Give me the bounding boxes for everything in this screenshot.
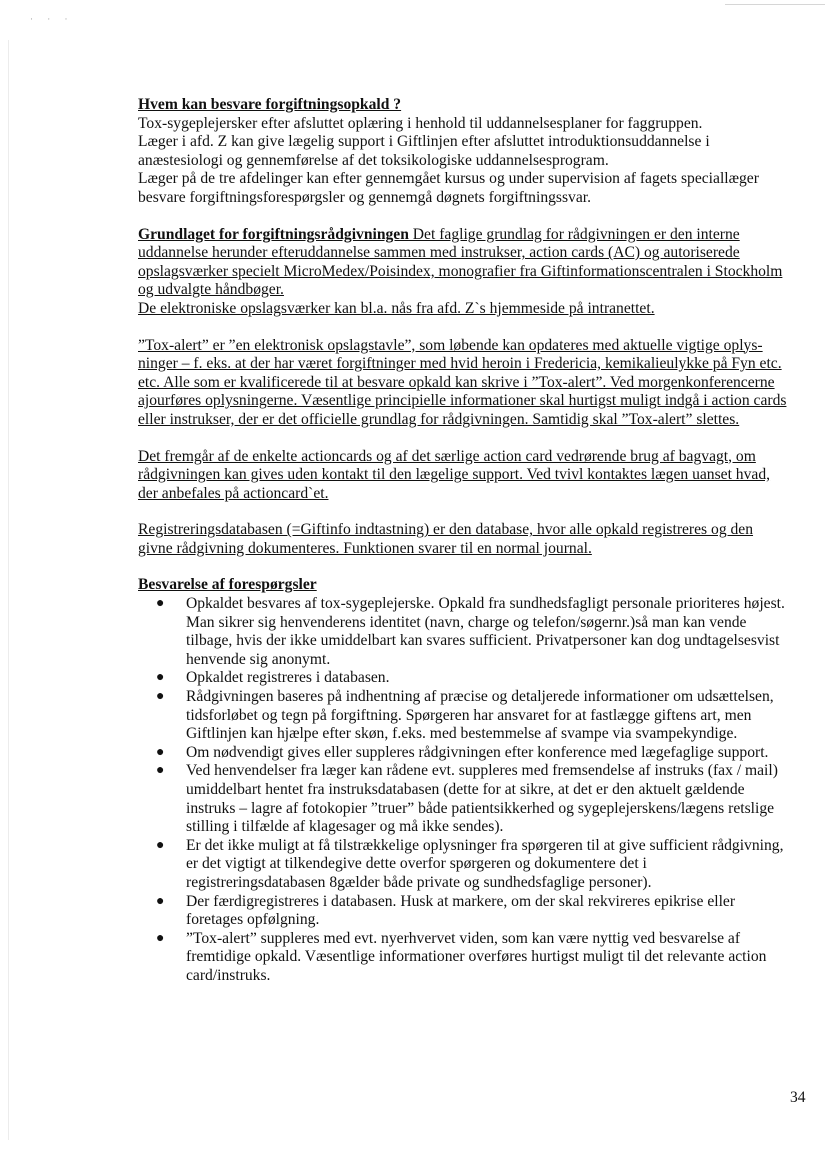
text-line: Ved henvendelser fra læger kan rådene evt. suppleres med fremsendelse af instruks (fax / mail) (186, 762, 778, 780)
text-line: Læger på de tre afdelinger kan efter gennemgået kursus og under supervision af fagets speciallæger (138, 170, 759, 188)
text-line: stilling i tilfælde af klagesager og må ikke sendes). (186, 818, 504, 836)
text-line: Opkaldet besvares af tox-sygeplejerske. Opkald fra sundhedsfagligt personale prioriteres højest. (186, 595, 785, 613)
text-line: etc. Alle som er kvalificerede til at besvare opkald kan skrive i ”Tox-alert”. Ved morgenkonferencerne (138, 373, 775, 391)
text-line: ”Tox-alert” suppleres med evt. nyerhvervet viden, som kan være nyttig ved besvarelse af (186, 929, 741, 947)
text-line: opslagsværker specielt MicroMedex/Poisindex, monografier fra Giftinformationscentralen i Stockholm (138, 262, 783, 280)
bullet-icon: ● (156, 596, 165, 612)
text-line: der anbefales på actioncard`et. (138, 484, 329, 502)
text-line: registreringsdatabasen 8gælder både private og sundhedsfaglige personer). (186, 873, 652, 891)
text-line: Læger i afd. Z kan give lægelig support i Giftlinjen efter afsluttet introduktionsuddannelse i (138, 133, 710, 151)
text-line: card/instruks. (186, 966, 271, 984)
text-line: rådgivningen kan gives uden kontakt til den lægelige support. Ved tvivl kontaktes lægen uanset hvad, (138, 466, 771, 484)
text-line: Rådgivningen baseres på indhentning af præcise og detaljerede informationer om udsættelsen, (186, 688, 774, 706)
text-line: eller instrukser, der er det officielle grundlag for rådgivningen. Samtidig skal ”Tox-alert” slettes. (138, 410, 740, 428)
text-line: og udvalgte håndbøger. (138, 281, 284, 299)
text-line: Registreringsdatabasen (=Giftinfo indtastning) er den database, hvor alle opkald registreres og den (138, 521, 754, 539)
text-line: er det vigtigt at tilkendegive dette overfor spørgeren og dokumentere det i (186, 855, 647, 873)
text-line: tilbage, hvis der ikke umiddelbart kan svares sufficient. Privatpersoner kan dog undtagelsesvist (186, 632, 780, 650)
text-line: tidsforløbet og tegn på forgiftning. Spørgeren har ansvaret for at fastlægge giftens art, men (186, 706, 752, 724)
text-line: instruks – lagre af fotokopier ”truer” både patientsikkerhed og sygeplejerskens/lægens retslige (186, 799, 775, 817)
section-basis (138, 226, 810, 319)
text-line: givne rådgivning dokumenteres. Funktionen svarer til en normal journal. (138, 539, 592, 557)
text-line: anæstesiologi og gennemførelse af det toksikologiske uddannelsesprogram. (138, 151, 609, 169)
section-answering-queries (138, 576, 810, 985)
heading-who-can-answer: Hvem kan besvare forgiftningsopkald ? (138, 96, 402, 113)
list-item (138, 837, 810, 893)
section-actioncards (138, 448, 810, 504)
text-line: Opkaldet registreres i databasen. (186, 669, 390, 687)
text-line: foretages opfølgning. (186, 911, 320, 929)
list-item (138, 744, 810, 763)
text-line: henvende sig anonymt. (186, 650, 331, 668)
bullet-icon: ● (156, 930, 165, 946)
text-line: ninger – f. eks. at der har været forgiftninger med hvid heroin i Fredericia, kemikalieulykke på Fyn etc. (138, 355, 782, 373)
list-item (138, 595, 810, 669)
bullet-icon: ● (156, 689, 165, 705)
text-line: Er det ikke muligt at få tilstrækkelige oplysninger fra spørgeren til at give sufficient rådgivning, (186, 836, 784, 854)
text-line: ”Tox-alert” er ”en elektronisk opslagstavle”, som løbende kan opdateres med aktuelle vigtige oplys- (138, 336, 763, 354)
scan-edge-left (8, 40, 9, 1140)
section-tox-alert (138, 337, 810, 430)
text-line: Man sikrer sig henvenderens identitet (navn, charge og telefon/søgernr.)så man kan vende (186, 613, 747, 631)
list-item (138, 762, 810, 836)
section-who-can-answer (138, 96, 810, 208)
text-line: Tox-sygeplejersker efter afsluttet oplæring i henhold til uddannelsesplaner for faggruppen. (138, 114, 703, 132)
text-line: Det fremgår af de enkelte actioncards og af det særlige action card vedrørende brug af bagvagt, om (138, 447, 756, 465)
scan-edge-top (725, 4, 825, 5)
bullet-icon: ● (156, 744, 165, 760)
text-inline: Det faglige grundlag for rådgivningen er den interne (408, 225, 740, 243)
text-line: Der færdigregistreres i databasen. Husk at markere, om der skal rekvireres epikrise eller (186, 892, 736, 910)
bullet-icon: ● (156, 837, 165, 853)
list-item (138, 688, 810, 744)
list-item (138, 930, 810, 986)
bullet-list (138, 595, 810, 985)
page-number: 34 (790, 1089, 806, 1106)
list-item (138, 893, 810, 930)
text-line: Om nødvendigt gives eller suppleres rådgivningen efter konference med lægefaglige support. (186, 743, 769, 761)
bullet-icon: ● (156, 893, 165, 909)
section-registration-database (138, 521, 810, 558)
text-line: uddannelse herunder efteruddannelse sammen med instrukser, action cards (AC) og autoriserede (138, 244, 740, 262)
text-line: ajourføres oplysningerne. Væsentlige principielle informationer skal hurtigst muligt indgå i action cards (138, 392, 787, 410)
text-line: fremtidige opkald. Væsentlige informationer overføres hurtigst muligt til det relevante action (186, 948, 767, 966)
heading-answering-queries: Besvarelse af forespørgsler (138, 576, 317, 594)
bullet-icon: ● (156, 670, 165, 686)
scan-specks: · · · (30, 14, 74, 24)
text-line: De elektroniske opslagsværker kan bl.a. nås fra afd. Z`s hjemmeside på intranettet. (138, 299, 655, 317)
text-line: besvare forgiftningsforespørgsler og gennemgå døgnets forgiftningssvar. (138, 188, 591, 206)
text-line: Giftlinjen kan hjælpe efter skøn, f.eks. med bestemmelse af svampe via svampekyndige. (186, 725, 738, 743)
heading-basis: Grundlaget for forgiftningsrådgivningen (138, 225, 409, 243)
document-body (138, 96, 810, 1004)
list-item (138, 669, 810, 688)
section-basis-first-line (138, 226, 810, 245)
bullet-icon: ● (156, 763, 165, 779)
text-line: umiddelbart hentet fra instruksdatabasen (dette for at sikre, at det er den aktuelt gældende (186, 781, 745, 798)
